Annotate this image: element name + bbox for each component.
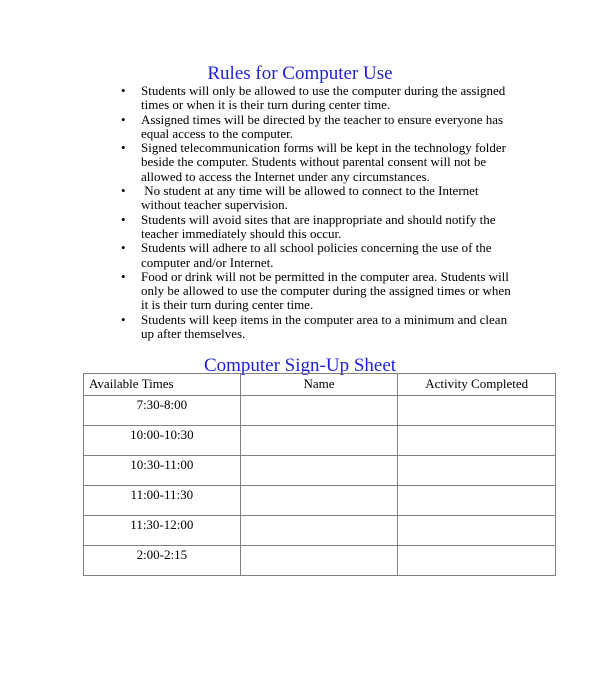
rule-text: No student at any time will be allowed to connect to the Internet without teacher supervision. (141, 183, 482, 213)
rule-item (118, 213, 518, 242)
activity-cell[interactable] (398, 516, 556, 546)
bullet-icon: • (121, 111, 126, 127)
rule-item (118, 113, 518, 142)
bullet-icon: • (121, 211, 126, 227)
bullet-icon: • (121, 240, 126, 256)
bullet-icon: • (121, 83, 126, 98)
signup-sheet-title: Computer Sign-Up Sheet (203, 355, 397, 376)
bullet-icon: • (121, 183, 126, 199)
time-cell: 11:30-12:00 (84, 516, 241, 546)
rules-list (118, 84, 518, 341)
activity-cell[interactable] (398, 396, 556, 426)
rule-item (118, 141, 518, 184)
activity-cell[interactable] (398, 546, 556, 576)
time-cell: 10:30-11:00 (84, 456, 241, 486)
bullet-icon: • (121, 311, 126, 327)
rule-item (118, 241, 518, 270)
name-cell[interactable] (240, 486, 398, 516)
rule-text: Food or drink will not be permitted in the computer area. Students will only be allowed to use the computer during the assigned times or when it is their turn during center time. (141, 268, 511, 313)
rule-item (118, 270, 518, 313)
activity-cell[interactable] (398, 426, 556, 456)
signup-table (83, 373, 556, 576)
time-cell: 2:00-2:15 (84, 546, 241, 576)
bullet-icon: • (121, 140, 126, 156)
table-row (84, 516, 556, 546)
rule-item (118, 184, 518, 213)
table-row (84, 546, 556, 576)
time-cell: 11:00-11:30 (84, 486, 241, 516)
rule-text: Students will avoid sites that are inappropriate and should notify the teacher immediately should this occur. (141, 211, 496, 241)
time-cell: 10:00-10:30 (84, 426, 241, 456)
rule-text: Students will adhere to all school policies concerning the use of the computer and/or Internet. (141, 240, 492, 270)
rule-item (118, 313, 518, 342)
rule-text: Students will only be allowed to use the computer during the assigned times or when it is their turn during center time. (141, 83, 506, 113)
name-cell[interactable] (240, 426, 398, 456)
column-header-available-times: Available Times (84, 374, 241, 396)
name-cell[interactable] (240, 516, 398, 546)
name-cell[interactable] (240, 396, 398, 426)
name-cell[interactable] (240, 456, 398, 486)
column-header-activity-completed: Activity Completed (398, 374, 556, 396)
table-row (84, 396, 556, 426)
rule-item (118, 84, 518, 113)
time-cell: 7:30-8:00 (84, 396, 241, 426)
activity-cell[interactable] (398, 486, 556, 516)
name-cell[interactable] (240, 546, 398, 576)
activity-cell[interactable] (398, 456, 556, 486)
table-row (84, 426, 556, 456)
page-title: Rules for Computer Use (207, 63, 393, 84)
table-row (84, 456, 556, 486)
rule-text: Signed telecommunication forms will be kept in the technology folder beside the computer. Students without parental consent will not be allowed to access the Internet under any circumstances. (141, 140, 506, 184)
table-row (84, 486, 556, 516)
column-header-name: Name (240, 374, 398, 396)
bullet-icon: • (121, 268, 126, 284)
rule-text: Students will keep items in the computer area to a minimum and clean up after themselves. (141, 311, 508, 342)
rule-text: Assigned times will be directed by the teacher to ensure everyone has equal access to the computer. (141, 111, 504, 141)
table-header-row (84, 374, 556, 396)
